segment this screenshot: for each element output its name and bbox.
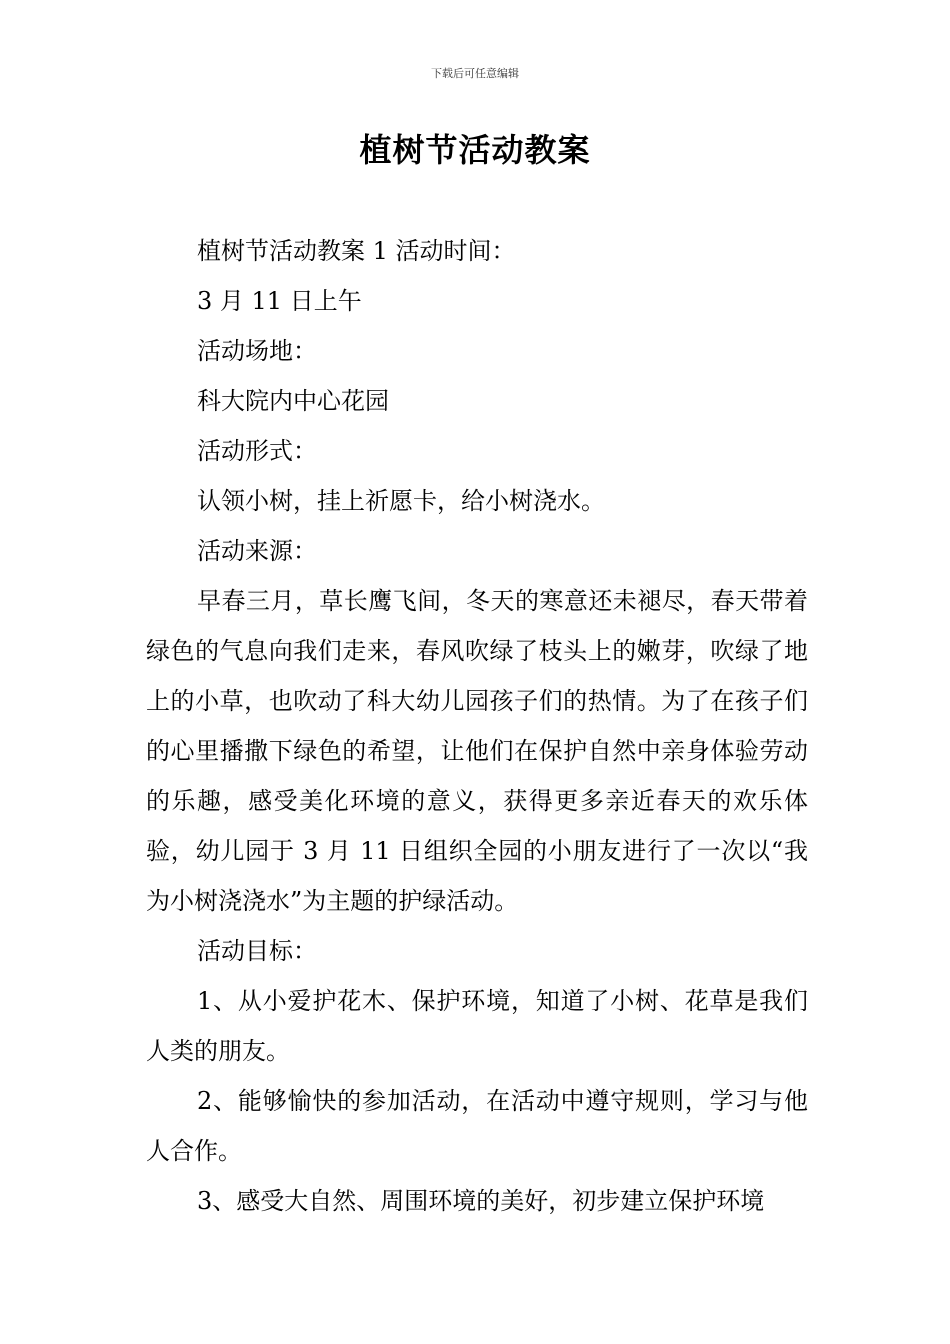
paragraph-date: 3 月 11 日上午 <box>197 287 362 315</box>
paragraph-goal-1: 1、从小爱护花木、保护环境，知道了小树、花草是我们人类的朋友。 <box>146 987 808 1065</box>
paragraph-format: 认领小树，挂上祈愿卡，给小树浇水。 <box>197 487 605 515</box>
paragraph-goal-3: 3、感受大自然、周围环境的美好，初步建立保护环境 <box>197 1187 765 1215</box>
paragraph-venue: 科大院内中心花园 <box>197 387 389 415</box>
header-note: 下载后可任意编辑 <box>431 67 519 80</box>
document-body <box>146 226 808 1226</box>
paragraph-goal-2: 2、能够愉快的参加活动，在活动中遵守规则，学习与他人合作。 <box>146 1087 808 1165</box>
paragraph-format-label: 活动形式： <box>197 437 317 465</box>
document-title: 植树节活动教案 <box>359 131 591 169</box>
paragraph-source: 早春三月，草长鹰飞间，冬天的寒意还未褪尽，春天带着绿色的气息向我们走来，春风吹绿了枝头上的嫩芽，吹绿了地上的小草，也吹动了科大幼儿园孩子们的热情。为了在孩子们的心里播撒下绿色的希望，让他们在保护自然中亲身体验劳动的乐趣，感受美化环境的意义，获得更多亲近春天的欢乐体验，幼儿园于 3 月 11 日组织全园的小朋友进行了一次以“我为小树浇浇水”为主题的护绿活动。 <box>146 587 808 915</box>
paragraph-venue-label: 活动场地： <box>197 337 317 365</box>
paragraph-activity-time: 植树节活动教案 1 活动时间： <box>197 237 516 265</box>
paragraph-goals-label: 活动目标： <box>197 937 317 965</box>
paragraph-source-label: 活动来源： <box>197 537 317 565</box>
